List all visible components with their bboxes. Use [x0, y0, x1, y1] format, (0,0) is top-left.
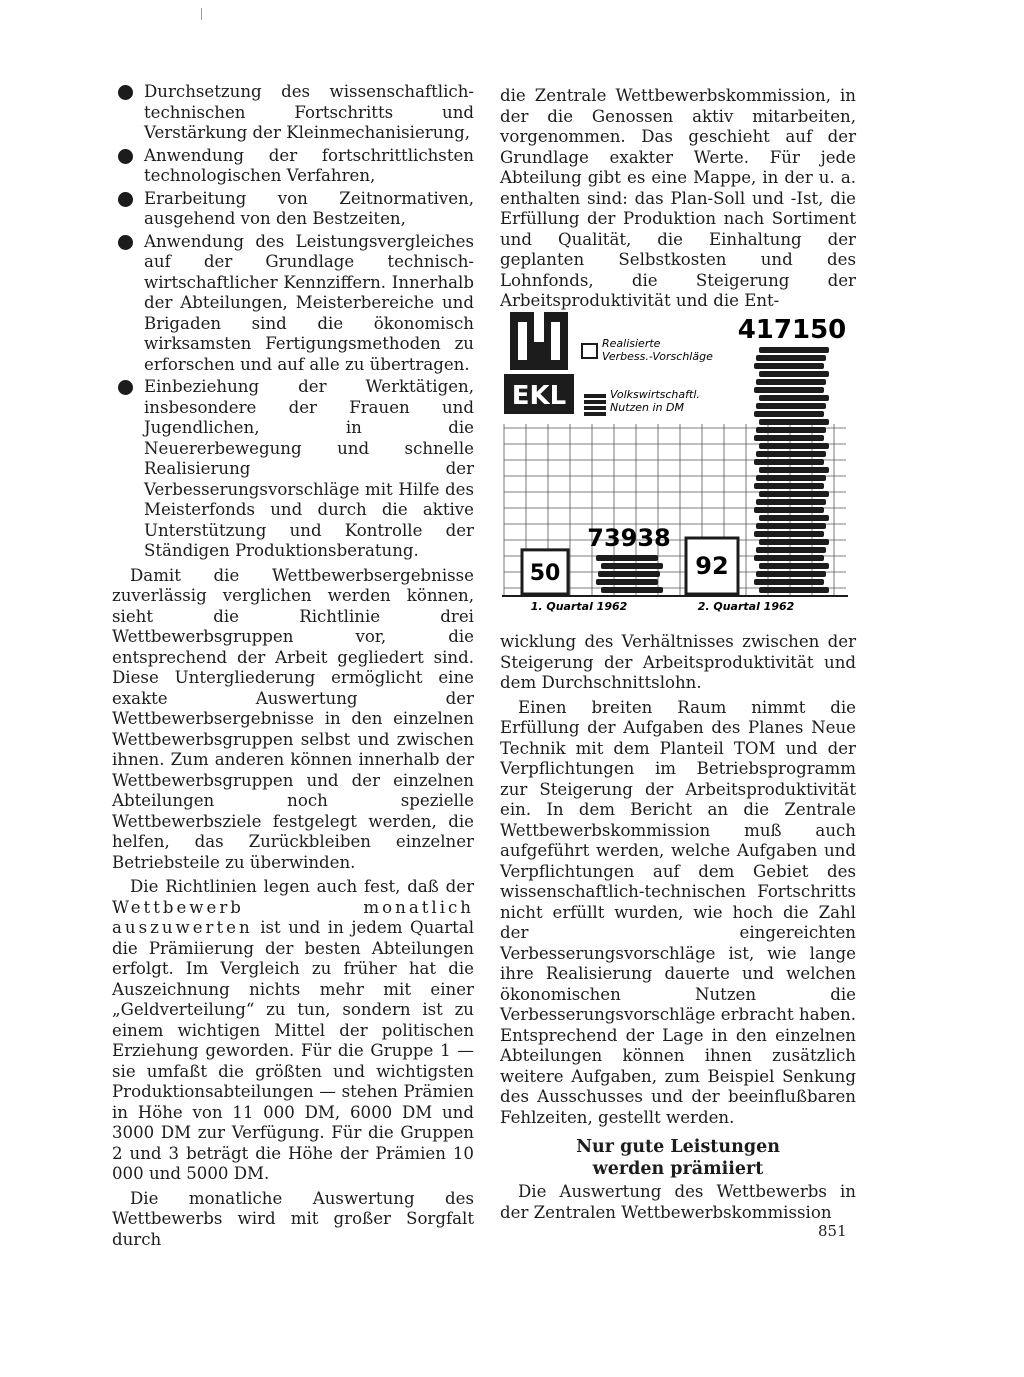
spaced-text-run: Wettbewerb monatlich auszuwerten [112, 897, 474, 937]
legend [582, 337, 713, 416]
logo-slot [534, 312, 544, 342]
q1-coin [596, 579, 658, 585]
q2-coin [756, 475, 826, 481]
body-paragraph [112, 877, 474, 1185]
q1-coin [598, 571, 660, 577]
text-run: ist und in jedem Quartal die Prämiierung der besten Abteilungen erfolgt. Im Vergleich zu früher hat die Auszeichnung nichts mehr mit einer „Geldverteilung“ zu tun, sondern ist zu einem wichtigen Mittel der politischen Erziehung geworden. Für die Gruppe 1 — sie umfaßt die größten und wichtigsten Produktionsabteilungen — stehen Prämien in Höhe von 11 000 DM, 6000 DM und 3000 DM zur Verfügung. Für die Gruppen 2 und 3 beträgt die Höhe der Prämien 10 000 und 5000 DM. [112, 918, 474, 1183]
q2-coin [759, 491, 829, 497]
q2-coin [754, 579, 824, 585]
q2-coin [754, 459, 824, 465]
x-tick-label: 1. Quartal 1962 [530, 600, 628, 613]
text-run: Die Richtlinien legen auch fest, daß der [130, 877, 474, 896]
q2-coin [759, 467, 829, 473]
q1-coin [601, 587, 663, 593]
q2-coin [759, 563, 829, 569]
right-column-bottom [500, 632, 856, 1223]
q2-coin [754, 411, 824, 417]
page-number: 851 [818, 1222, 847, 1240]
q2-coin [754, 531, 824, 537]
q2-coin [756, 355, 826, 361]
left-column [112, 82, 474, 1250]
q2-count-label: 92 [695, 552, 729, 580]
q2-coin [756, 403, 826, 409]
logo-slot [551, 322, 560, 360]
q2-coin [759, 539, 829, 545]
legend-label: Verbess.-Vorschläge [602, 350, 713, 363]
q1-count-box [522, 550, 568, 594]
q2-coin [754, 507, 824, 513]
legend-label: Realisierte [602, 337, 661, 350]
q2-coin [759, 371, 829, 377]
q2-coin [756, 427, 826, 433]
q2-coin [759, 515, 829, 521]
body-paragraph: wicklung des Verhältnisses zwischen der Steigerung der Arbeitsproduktivität und dem Durchschnittslohn. [500, 632, 856, 692]
bar-chart [494, 304, 860, 616]
legend-coins-icon [584, 394, 606, 416]
x-tick-label: 2. Quartal 1962 [697, 600, 795, 613]
q1-coin [601, 563, 663, 569]
heading-line: werden prämiiert [592, 1159, 764, 1179]
q2-coin [759, 347, 829, 353]
legend-label: Nutzen in DM [610, 401, 685, 414]
bullet-item: Einbeziehung der Werktätigen, insbesondere der Frauen und Jugendlichen, in die Neuererbewegung und schnelle Realisierung der Verbesserungsvorschläge mit Hilfe des Meisterfonds und durch die aktive Unterstützung und Kontrolle der Ständigen Produktionsberatung. [112, 377, 474, 562]
q2-coin [756, 571, 826, 577]
q2-coin [754, 555, 824, 561]
q2-coin [759, 419, 829, 425]
heading-line: Nur gute Leistungen [576, 1137, 780, 1157]
section-heading [500, 1136, 856, 1180]
q2-coin [756, 379, 826, 385]
body-paragraph: Die Auswertung des Wettbewerbs in der Zentralen Wettbewerbskommission [500, 1182, 856, 1222]
q2-coin [759, 587, 829, 593]
body-paragraph: Damit die Wettbewerbsergebnisse zuverlässig verglichen werden können, sieht die Richtlinie drei Wettbewerbsgruppen vor, die entsprechend der Arbeit gegliedert sind. Diese Untergliederung ermöglicht eine exakte Auswertung der Wettbewerbsergebnisse in den einzelnen Wettbewerbsgruppen selbst und zwischen ihnen. Zum anderen können innerhalb der Wettbewerbsgruppen und der einzelnen Abteilungen noch spezielle Wettbewerbsziele festgelegt werden, die helfen, das Zurückbleiben einzelner Betriebsteile zu überwinden. [112, 565, 474, 872]
ekl-logo [504, 312, 574, 414]
body-paragraph: die Zentrale Wettbewerbskommission, in der die Genossen aktiv mitarbeiten, vorgenommen. Das geschieht auf der Grundlage exakter Werte. Für jede Abteilung gibt es eine Mappe, in der u. a. enthalten sind: das Plan-Soll und -Ist, die Erfüllung der Produktion nach Sortiment und Qualität, die Einhaltung der geplanten Selbstkosten und des Lohnfonds, die Steigerung der Arbeitsproduktivität und die Ent- [500, 86, 856, 310]
q2-coin [756, 547, 826, 553]
q1-coin [596, 555, 658, 561]
q1-count-label: 50 [529, 560, 561, 586]
q1-value-label: 73938 [587, 524, 671, 552]
q2-coin [754, 483, 824, 489]
q2-coin [754, 387, 824, 393]
q2-coin [756, 499, 826, 505]
bullet-item: Erarbeitung von Zeitnormativen, ausgehend von den Bestzeiten, [112, 189, 474, 230]
top-margin-mark [201, 8, 202, 20]
right-column-top [500, 86, 856, 312]
bullet-list [112, 82, 474, 562]
q2-coin [759, 395, 829, 401]
legend-label: Volkswirtschaftl. [610, 388, 700, 401]
legend-box-icon [582, 344, 597, 358]
bullet-item: Anwendung der fortschrittlichsten technologischen Verfahren, [112, 146, 474, 187]
q2-coin [754, 435, 824, 441]
q2-value-label: 417150 [737, 315, 847, 345]
q2-coin [756, 451, 826, 457]
q2-coin [756, 523, 826, 529]
bullet-item: Anwendung des Leistungsvergleiches auf der Grundlage technisch-wirtschaftlicher Kennziffern. Innerhalb der Abteilungen, Meisterbereiche und Brigaden sind die ökonomisch wirksamsten Fertigungsmethoden zu erforschen und auf alle zu übertragen. [112, 232, 474, 376]
q2-count-box [686, 538, 738, 594]
bullet-item: Durchsetzung des wissenschaftlich-technischen Fortschritts und Verstärkung der Kleinmechanisierung, [112, 82, 474, 144]
body-paragraph: Einen breiten Raum nimmt die Erfüllung der Aufgaben des Planes Neue Technik mit dem Planteil TOM und der Verpflichtungen im Betriebsprogramm zur Steigerung der Arbeitsproduktivität ein. In dem Bericht an die Zentrale Wettbewerbskommission muß auch aufgeführt werden, welche Aufgaben und Verpflichtungen auf dem Gebiet des wissenschaftlich-technischen Fortschritts nicht erfüllt wurden, wie hoch die Zahl der eingereichten Verbesserungsvorschläge ist, wie lange ihre Realisierung dauerte und welchen ökonomischen Nutzen die Verbesserungsvorschläge erbracht haben. Entsprechend der Lage in den einzelnen Abteilungen können ihnen zusätzlich weitere Aufgaben, zum Beispiel Senkung des Ausschusses und der beeinflußbaren Fehlzeiten, gestellt werden. [500, 697, 856, 1127]
q2-coin [754, 363, 824, 369]
body-paragraph: Die monatliche Auswertung des Wettbewerbs wird mit großer Sorgfalt durch [112, 1188, 474, 1249]
q2-coin [759, 443, 829, 449]
logo-slot [518, 322, 527, 360]
logo-text: EKL [511, 381, 567, 411]
